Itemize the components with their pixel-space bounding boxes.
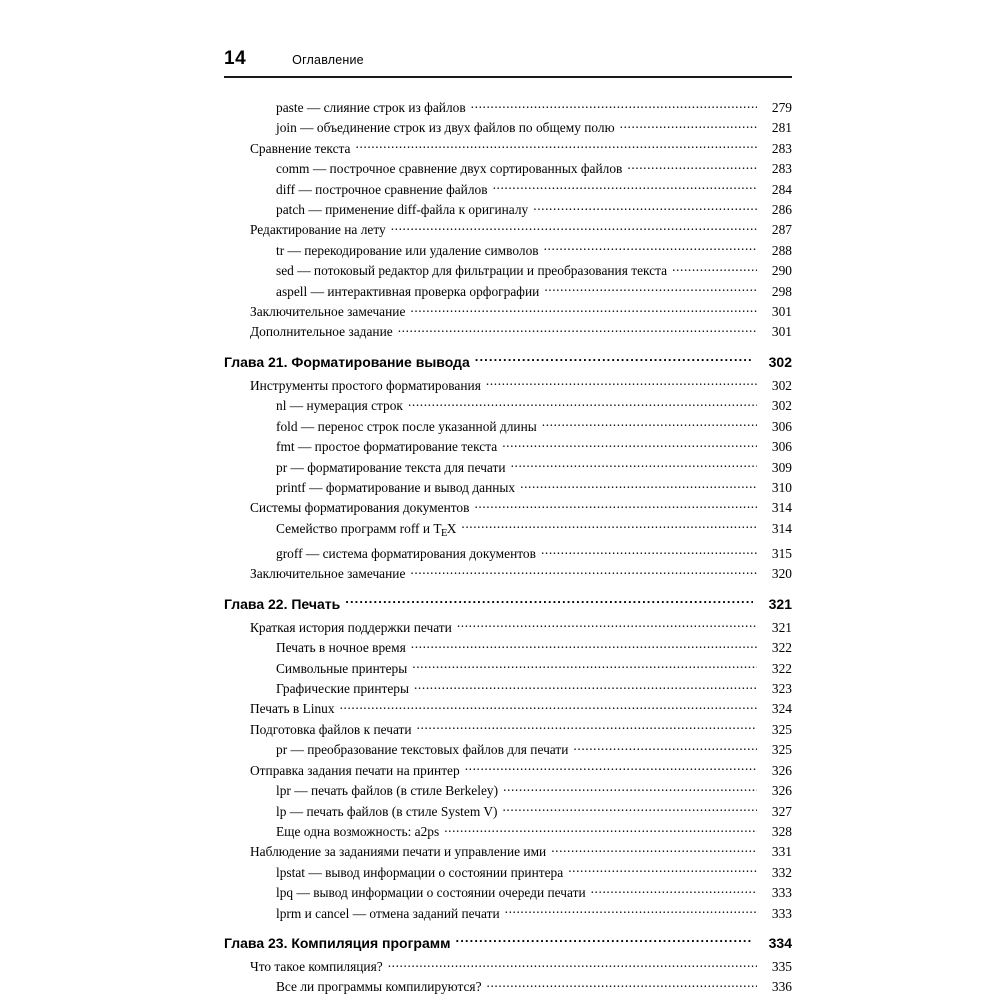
toc-entry-label: Заключительное замечание — [250, 566, 406, 582]
toc-page-number: 302 — [771, 377, 792, 393]
toc-leader-dots — [345, 596, 753, 609]
toc-leader-dots — [502, 438, 757, 451]
toc-chapter-row[interactable] — [224, 593, 792, 615]
toc-page-number: 324 — [771, 701, 792, 717]
toc-entry-label: Системы форматирования документов — [250, 500, 470, 516]
toc-leader-dots — [408, 397, 757, 410]
toc-page-number: 328 — [771, 823, 792, 839]
toc-entry-label: Заключительное замечание — [250, 304, 406, 320]
toc-entry-row[interactable] — [276, 977, 792, 997]
toc-leader-dots — [486, 377, 757, 390]
toc-entry-label: Семейство программ roff и $T_EX$ — [276, 520, 457, 539]
toc-leader-dots — [511, 459, 757, 472]
toc-entry-row[interactable] — [276, 740, 792, 760]
toc-page-number: 283 — [771, 140, 792, 156]
toc-entry-label: printf — форматирование и вывод данных — [276, 479, 516, 495]
toc-leader-dots — [461, 520, 757, 533]
toc-entry-label: Инструменты простого форматирования — [250, 377, 481, 393]
toc-entry-label: Глава 21. Форматирование вывода — [224, 353, 470, 370]
toc-leader-dots — [502, 803, 757, 816]
toc-entry-label: Сравнение текста — [250, 140, 351, 156]
toc-entry-row[interactable] — [250, 957, 792, 977]
toc-page-number: 301 — [771, 304, 792, 320]
toc-entry-label: Дополнительное задание — [250, 324, 393, 340]
toc-page-number: 327 — [771, 803, 792, 819]
toc-entry-label: Еще одна возможность: a2ps — [276, 823, 440, 839]
toc-entry-label: groff — система форматирования документов — [276, 546, 536, 562]
toc-entry-label: Символьные принтеры — [276, 660, 408, 676]
toc-entry-row[interactable] — [276, 241, 792, 261]
toc-leader-dots — [503, 782, 757, 795]
toc-page-number: 321 — [768, 595, 792, 612]
toc-leader-dots — [627, 160, 757, 173]
toc-leader-dots — [520, 479, 757, 492]
toc-entry-label: Редактирование на лету — [250, 222, 386, 238]
toc-page-number: 315 — [771, 546, 792, 562]
toc-leader-dots — [414, 680, 757, 693]
toc-entry-label: Печать в ночное время — [276, 640, 406, 656]
toc-leader-dots — [568, 864, 757, 877]
toc-page-number: 290 — [771, 263, 792, 279]
toc-entry-row[interactable] — [276, 679, 792, 699]
toc-page-number: 336 — [771, 979, 792, 995]
toc-entry-row[interactable] — [276, 519, 792, 544]
toc-leader-dots — [412, 660, 757, 673]
toc-leader-dots — [455, 935, 753, 948]
toc-entry-row[interactable] — [276, 396, 792, 416]
toc-entry-label: lp — печать файлов (в стиле System V) — [276, 803, 498, 819]
toc-leader-dots — [356, 140, 758, 153]
toc-entry-label: Графические принтеры — [276, 681, 409, 697]
toc-entry-row[interactable] — [276, 638, 792, 658]
toc-entry-label: pr — форматирование текста для печати — [276, 459, 506, 475]
toc-entry-row[interactable] — [276, 282, 792, 302]
toc-entry-label: Наблюдение за заданиями печати и управление ими — [250, 844, 547, 860]
toc-entry-row[interactable] — [276, 659, 792, 679]
toc-leader-dots — [444, 823, 757, 836]
toc-entry-row[interactable] — [250, 618, 792, 638]
toc-leader-dots — [573, 741, 757, 754]
toc-leader-dots — [465, 762, 757, 775]
toc-page-number: 333 — [771, 885, 792, 901]
toc-leader-dots — [487, 978, 757, 991]
toc-leader-dots — [620, 119, 757, 132]
toc-entry-row[interactable] — [276, 544, 792, 564]
toc-leader-dots — [544, 242, 757, 255]
toc-leader-dots — [398, 323, 757, 336]
toc-page-number: 281 — [771, 120, 792, 136]
toc-page-number: 279 — [771, 100, 792, 115]
toc-entry-label: Печать в Linux — [250, 701, 335, 717]
toc-leader-dots — [542, 418, 757, 431]
header-title: Оглавление — [292, 53, 364, 67]
toc-entry-row[interactable] — [276, 261, 792, 281]
toc-entry-row[interactable] — [250, 720, 792, 740]
toc-page-number: 309 — [771, 459, 792, 475]
toc-entry-label: pr — преобразование текстовых файлов для печати — [276, 742, 569, 758]
toc-leader-dots — [417, 721, 757, 734]
toc-entry-row[interactable] — [276, 802, 792, 822]
toc-page-number: 306 — [771, 418, 792, 434]
toc-page-number: 286 — [771, 202, 792, 218]
header-divider — [224, 76, 792, 78]
toc-entry-row[interactable] — [276, 863, 792, 883]
toc-entry-row[interactable] — [250, 842, 792, 862]
toc-page-number: 301 — [771, 324, 792, 340]
toc-chapter-row[interactable] — [224, 932, 792, 954]
toc-entry-label: join — объединение строк из двух файлов по общему полю — [276, 120, 615, 136]
toc-entry-row[interactable] — [276, 417, 792, 437]
toc-page-number: 284 — [771, 181, 792, 197]
toc-entry-label: Глава 23. Компиляция программ — [224, 934, 451, 951]
toc-entry-label: patch — применение diff-файла к оригиналу — [276, 202, 529, 218]
toc-entry-label: diff — построчное сравнение файлов — [276, 181, 488, 197]
toc-entry-row[interactable] — [276, 159, 792, 179]
toc-entry-label: tr — перекодирование или удаление символов — [276, 242, 539, 258]
toc-page-number: 287 — [771, 222, 792, 238]
toc-page-number: 325 — [771, 721, 792, 737]
toc-entry-row[interactable] — [276, 98, 792, 118]
toc-entry-row[interactable] — [250, 220, 792, 240]
toc-leader-dots — [411, 639, 757, 652]
toc-page-number: 322 — [771, 660, 792, 676]
toc-leader-dots — [544, 283, 757, 296]
toc-page-number: 323 — [771, 681, 792, 697]
toc-entry-label: Все ли программы компилируются? — [276, 979, 482, 995]
toc-leader-dots — [388, 958, 757, 971]
toc-page-number: 321 — [771, 619, 792, 635]
toc-entry-label: lpq — вывод информации о состоянии очереди печати — [276, 885, 586, 901]
toc-leader-dots — [475, 354, 753, 367]
toc-entry-row[interactable] — [250, 564, 792, 584]
tex-logo: $T_EX$ — [433, 520, 457, 539]
toc-entry-label: Что такое компиляция? — [250, 958, 383, 974]
table-of-contents — [224, 98, 792, 998]
toc-entry-row[interactable] — [276, 437, 792, 457]
toc-page-number: 298 — [771, 283, 792, 299]
toc-page-number: 331 — [771, 844, 792, 860]
toc-page-number: 326 — [771, 783, 792, 799]
toc-leader-dots — [505, 905, 757, 918]
toc-entry-row[interactable] — [250, 376, 792, 396]
toc-entry-label: lprm и cancel — отмена заданий печати — [276, 905, 500, 921]
toc-entry-row[interactable] — [250, 699, 792, 719]
toc-page-number: 306 — [771, 439, 792, 455]
toc-entry-row[interactable] — [276, 458, 792, 478]
toc-page-number: 332 — [771, 864, 792, 880]
toc-page-number: 320 — [771, 566, 792, 582]
toc-entry-label: sed — потоковый редактор для фильтрации и преобразования текста — [276, 263, 668, 279]
toc-entry-row[interactable] — [276, 822, 792, 842]
toc-entry-label: Краткая история поддержки печати — [250, 619, 452, 635]
toc-page-number: 325 — [771, 742, 792, 758]
toc-entry-row[interactable] — [276, 118, 792, 138]
toc-entry-label: lpr — печать файлов (в стиле Berkeley) — [276, 783, 499, 799]
toc-entry-label: Подготовка файлов к печати — [250, 721, 412, 737]
toc-leader-dots — [672, 262, 757, 275]
toc-entry-label: paste — слияние строк из файлов — [276, 100, 466, 115]
toc-page-number: 283 — [771, 161, 792, 177]
toc-leader-dots — [591, 884, 757, 897]
toc-leader-dots — [493, 181, 757, 194]
toc-entry-label: Отправка задания печати на принтер — [250, 762, 460, 778]
toc-leader-dots — [541, 545, 757, 558]
toc-entry-label: Глава 22. Печать — [224, 595, 341, 612]
toc-leader-dots — [340, 700, 757, 713]
toc-entry-row[interactable] — [276, 904, 792, 924]
toc-entry-row[interactable] — [250, 761, 792, 781]
toc-leader-dots — [457, 619, 757, 632]
toc-entry-row[interactable] — [276, 200, 792, 220]
toc-entry-row[interactable] — [250, 322, 792, 342]
toc-page-number: 314 — [771, 520, 792, 536]
toc-entry-label: aspell — интерактивная проверка орфографии — [276, 283, 540, 299]
toc-entry-row[interactable] — [276, 883, 792, 903]
toc-entry-row[interactable] — [276, 478, 792, 498]
toc-page-number: 314 — [771, 500, 792, 516]
toc-page-number: 302 — [768, 353, 792, 370]
page-number: 14 — [224, 48, 247, 69]
toc-page-number: 335 — [771, 958, 792, 974]
toc-leader-dots — [474, 499, 757, 512]
toc-page-number: 310 — [771, 479, 792, 495]
toc-leader-dots — [551, 843, 757, 856]
page-header — [224, 48, 792, 70]
toc-entry-label: nl — нумерация строк — [276, 398, 403, 414]
toc-entry-label: fold — перенос строк после указанной длины — [276, 418, 537, 434]
toc-page-number: 322 — [771, 640, 792, 656]
toc-entry-label: comm — построчное сравнение двух сортированных файлов — [276, 161, 623, 177]
toc-entry-label: lpstat — вывод информации о состоянии принтера — [276, 864, 564, 880]
toc-leader-dots — [471, 99, 757, 112]
toc-leader-dots — [533, 201, 757, 214]
toc-page-number: 326 — [771, 762, 792, 778]
toc-leader-dots — [410, 565, 757, 578]
toc-page-number: 288 — [771, 242, 792, 258]
toc-chapter-row[interactable] — [224, 351, 792, 373]
toc-entry-row[interactable] — [276, 180, 792, 200]
toc-entry-row[interactable] — [276, 781, 792, 801]
toc-page-number: 302 — [771, 398, 792, 414]
toc-entry-label: fmt — простое форматирование текста — [276, 439, 498, 455]
toc-entry-row[interactable] — [250, 302, 792, 322]
toc-entry-row[interactable] — [250, 498, 792, 518]
toc-leader-dots — [410, 303, 757, 316]
toc-leader-dots — [391, 221, 757, 234]
toc-page-number: 333 — [771, 905, 792, 921]
toc-page-number: 334 — [768, 934, 792, 951]
toc-entry-row[interactable] — [250, 139, 792, 159]
